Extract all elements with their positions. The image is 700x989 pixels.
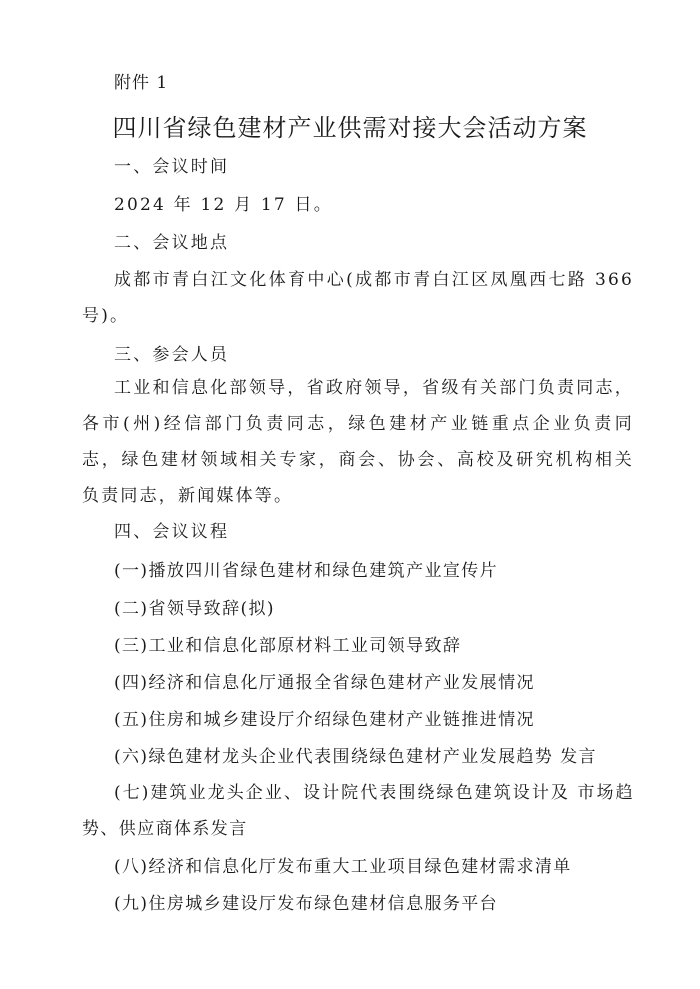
section-heading-location: 二、会议地点 xyxy=(114,233,230,253)
agenda-item: (九)住房城乡建设厅发布绿色建材信息服务平台 xyxy=(114,894,499,914)
agenda-item: (六)绿色建材龙头企业代表围绕绿色建材产业发展趋势 发言 xyxy=(114,747,597,767)
meeting-location: 成都市青白江文化体育中心(成都市青白江区凤凰西七路 366 号)。 xyxy=(82,270,634,326)
meeting-date: 2024 年 12 月 17 日。 xyxy=(114,195,333,215)
section-heading-time: 一、会议时间 xyxy=(114,157,230,177)
section-heading-agenda: 四、会议议程 xyxy=(114,522,230,542)
section-heading-attendees: 三、参会人员 xyxy=(114,345,230,365)
attachment-label: 附件 1 xyxy=(114,73,169,93)
attendees-paragraph: 工业和信息化部领导，省政府领导，省级有关部门负责同志， 各市(州)经信部门负责同志，绿色建材产业链重点企业负责同 志，绿色建材领域相关专家，商会、协会、高校及研究机构相关 负责同志，新闻媒体等。 xyxy=(82,378,634,506)
agenda-item: (三)工业和信息化部原材料工业司领导致辞 xyxy=(114,636,462,656)
agenda-item: (八)经济和信息化厅发布重大工业项目绿色建材需求清单 xyxy=(114,857,572,877)
document-title: 四川省绿色建材产业供需对接大会活动方案 xyxy=(112,114,588,142)
agenda-item: (四)经济和信息化厅通报全省绿色建材产业发展情况 xyxy=(114,673,535,693)
agenda-item: (七)建筑业龙头企业、设计院代表围绕绿色建筑设计及 市场趋势、供应商体系发言 xyxy=(82,783,634,839)
agenda-item: (二)省领导致辞(拟) xyxy=(114,599,275,619)
agenda-item: (五)住房和城乡建设厅介绍绿色建材产业链推进情况 xyxy=(114,710,535,730)
agenda-item: (一)播放四川省绿色建材和绿色建筑产业宣传片 xyxy=(114,561,499,581)
